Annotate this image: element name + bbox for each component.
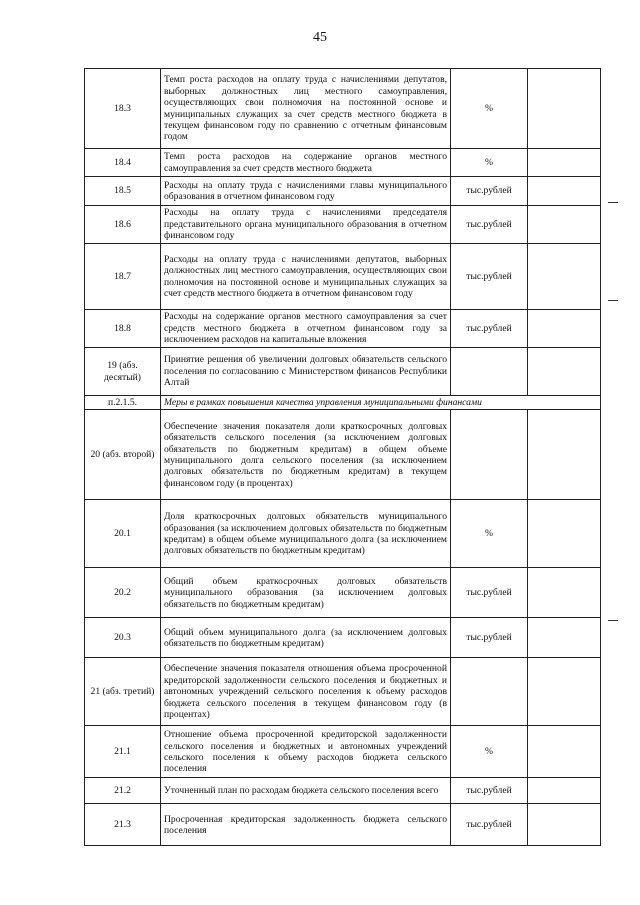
row-number: 21 (абз. третий) — [85, 658, 161, 726]
margin-tick — [608, 620, 618, 621]
row-unit: тыс.рублей — [451, 310, 528, 348]
row-description: Расходы на содержание органов местного самоуправления за счет средств местного бюджета в отчетном финансовом году за исключением расходов на капитальные вложения — [161, 310, 451, 348]
row-unit: % — [451, 500, 528, 568]
row-number: 20.1 — [85, 500, 161, 568]
row-number: 21.2 — [85, 778, 161, 804]
row-value — [528, 177, 601, 206]
row-unit: тыс.рублей — [451, 206, 528, 244]
row-unit — [451, 658, 528, 726]
row-value — [528, 310, 601, 348]
table-row — [85, 618, 601, 658]
table-row — [85, 500, 601, 568]
row-description: Расходы на оплату труда с начислениями депутатов, выборных должностных лиц местного самоуправления, осуществляющих свои полномочия на постоянной основе и муниципальных служащих за счет средств местного бюджета в отчетном финансовом году — [161, 244, 451, 310]
row-unit: тыс.рублей — [451, 177, 528, 206]
row-description: Уточненный план по расходам бюджета сельского поселения всего — [161, 778, 451, 804]
row-unit: тыс.рублей — [451, 804, 528, 846]
page-number: 45 — [313, 30, 327, 45]
section-number: п.2.1.5. — [85, 396, 161, 410]
row-description: Темп роста расходов на содержание органов местного самоуправления за счет средств местного бюджета — [161, 149, 451, 177]
table-row — [85, 726, 601, 778]
margin-tick — [608, 300, 618, 301]
row-description: Обеспечение значения показателя доли краткосрочных долговых обязательств сельского поселения (за исключением долговых обязательств по бюджетным кредитам) в общем объеме муниципального долга сельского поселения (за исключением долговых обязательств по бюджетным кредитам) в текущем финансовом году (в процентах) — [161, 410, 451, 500]
table-row — [85, 310, 601, 348]
row-number: 18.6 — [85, 206, 161, 244]
row-value — [528, 778, 601, 804]
row-unit: % — [451, 149, 528, 177]
row-number: 18.5 — [85, 177, 161, 206]
row-unit — [451, 348, 528, 396]
table-row — [85, 244, 601, 310]
row-value — [528, 410, 601, 500]
row-number: 21.3 — [85, 804, 161, 846]
row-value — [528, 658, 601, 726]
row-number: 20.3 — [85, 618, 161, 658]
row-unit: тыс.рублей — [451, 244, 528, 310]
row-value — [528, 244, 601, 310]
row-value — [528, 726, 601, 778]
row-description: Расходы на оплату труда с начислениями главы муниципального образования в отчетном финансовом году — [161, 177, 451, 206]
row-unit: тыс.рублей — [451, 778, 528, 804]
row-description: Общий объем краткосрочных долговых обязательств муниципального образования (за исключением долговых обязательств по бюджетным кредитам) — [161, 568, 451, 618]
margin-tick — [608, 202, 618, 203]
table-row — [85, 568, 601, 618]
table-row — [85, 206, 601, 244]
row-number: 18.4 — [85, 149, 161, 177]
row-number: 18.8 — [85, 310, 161, 348]
row-unit: % — [451, 726, 528, 778]
row-number: 18.3 — [85, 69, 161, 149]
table-row — [85, 348, 601, 396]
row-description: Обеспечение значения показателя отношения объема просроченной кредиторской задолженности сельского поселения и бюджетных и автономных учреждений сельского поселения к объему расходов бюджета сельского поселения в текущем финансовом году (в процентах) — [161, 658, 451, 726]
table-row — [85, 658, 601, 726]
row-value — [528, 500, 601, 568]
row-description: Темп роста расходов на оплату труда с начислениями депутатов, выборных должностных лиц местного самоуправления, осуществляющих свои полномочия на постоянной основе и муниципальных служащих за счет средств местного бюджета в текущем финансовом году по сравнению с отчетным финансовым годом — [161, 69, 451, 149]
table-row — [85, 69, 601, 149]
table-row — [85, 778, 601, 804]
row-number: 18.7 — [85, 244, 161, 310]
row-value — [528, 149, 601, 177]
row-description: Принятие решения об увеличении долговых обязательств сельского поселения по согласованию с Министерством финансов Республики Алтай — [161, 348, 451, 396]
row-description: Общий объем муниципального долга (за исключением долговых обязательств по бюджетным кредитам) — [161, 618, 451, 658]
row-description: Расходы на оплату труда с начислениями председателя представительного органа муниципального образования в отчетном финансовом году — [161, 206, 451, 244]
section-row — [85, 396, 601, 410]
row-description: Отношение объема просроченной кредиторской задолженности сельского поселения и бюджетных и автономных учреждений сельского поселения к объему расходов бюджета сельского поселения — [161, 726, 451, 778]
row-description: Просроченная кредиторская задолженность бюджета сельского поселения — [161, 804, 451, 846]
row-value — [528, 568, 601, 618]
row-unit: тыс.рублей — [451, 618, 528, 658]
row-value — [528, 348, 601, 396]
table-row — [85, 410, 601, 500]
row-number: 20.2 — [85, 568, 161, 618]
row-unit: тыс.рублей — [451, 568, 528, 618]
row-value — [528, 206, 601, 244]
table-row — [85, 804, 601, 846]
row-description: Доля краткосрочных долговых обязательств муниципального образования (за исключением долговых обязательств по бюджетным кредитам) в общем объеме муниципального долга (за исключением долговых обязательств по бюджетным кредитам) — [161, 500, 451, 568]
section-title: Меры в рамках повышения качества управления муниципальными финансами — [161, 396, 601, 410]
indicators-table — [84, 68, 601, 846]
row-unit — [451, 410, 528, 500]
row-value — [528, 69, 601, 149]
row-number: 21.1 — [85, 726, 161, 778]
row-unit: % — [451, 69, 528, 149]
table-row — [85, 177, 601, 206]
row-number: 19 (абз. десятый) — [85, 348, 161, 396]
table-row — [85, 149, 601, 177]
row-value — [528, 804, 601, 846]
row-number: 20 (абз. второй) — [85, 410, 161, 500]
row-value — [528, 618, 601, 658]
